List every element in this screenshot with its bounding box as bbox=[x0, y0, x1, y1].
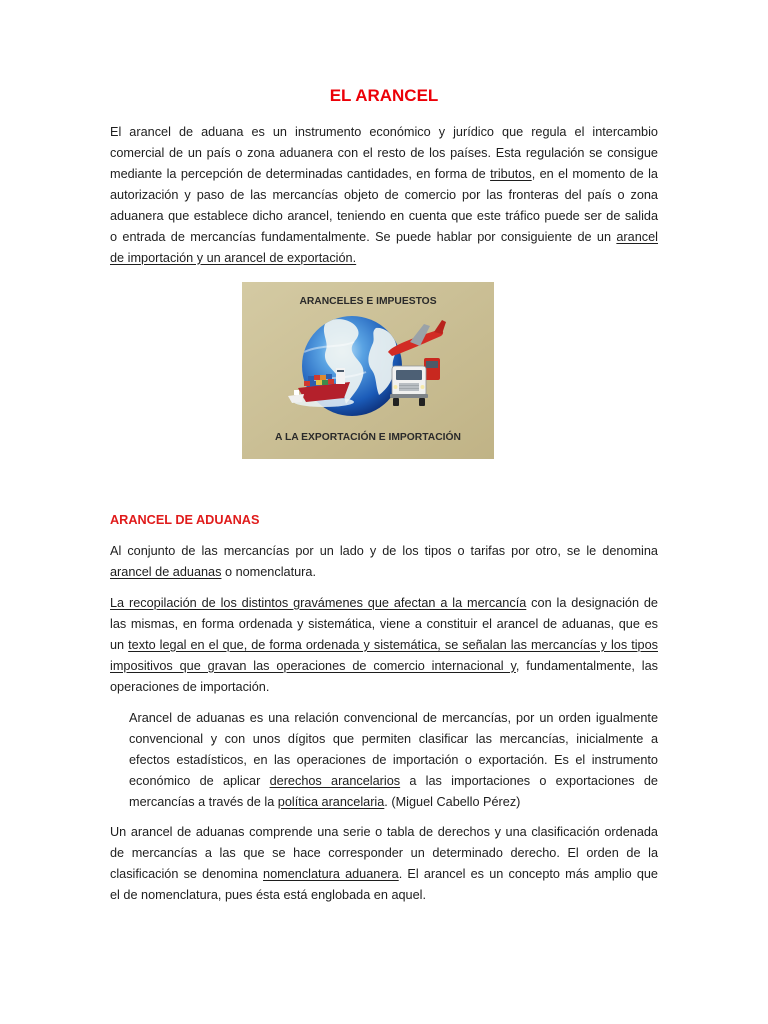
text-run: . (Miguel Cabello Pérez) bbox=[384, 794, 521, 809]
intro-paragraph bbox=[110, 122, 658, 269]
text-run: a las importaciones o exportaciones de bbox=[400, 773, 658, 788]
text-run: El arancel de aduana es un instrumento económico y jurídico que regula el intercambio bbox=[110, 124, 658, 139]
text-run: el de nomenclatura, pues ésta está englobada en aquel. bbox=[110, 887, 427, 902]
paragraph-line bbox=[110, 541, 658, 562]
hyperlink[interactable]: arancel bbox=[616, 229, 658, 244]
text-run: operaciones de importación. bbox=[110, 679, 270, 694]
text-run: autorización y paso de las mercancías objeto de comercio por las fronteras del país o zona bbox=[110, 187, 658, 202]
section-paragraph-compilation bbox=[110, 593, 658, 698]
text-run: . El arancel es un concepto más amplio que bbox=[398, 866, 658, 881]
paragraph-line bbox=[110, 164, 658, 185]
text-run: convencional y con unos dígitos que permiten clasificar las mercancías, inicialmente a bbox=[129, 731, 658, 746]
hyperlink[interactable]: impositivos que gravan las operaciones de comercio internacional y bbox=[110, 658, 516, 673]
document-title: EL ARANCEL bbox=[329, 86, 439, 105]
paragraph-line bbox=[129, 792, 658, 813]
hyperlink[interactable]: de importación y un arancel de exportación. bbox=[110, 250, 357, 265]
paragraph-line bbox=[110, 677, 658, 698]
illustration-caption-top: ARANCELES E IMPUESTOS bbox=[299, 296, 437, 307]
illustration-caption-bottom: A LA EXPORTACIÓN E IMPORTACIÓN bbox=[275, 432, 461, 443]
paragraph-line bbox=[110, 843, 658, 864]
hyperlink[interactable]: nomenclatura aduanera bbox=[263, 866, 399, 881]
text-run: , en el momento de la bbox=[531, 166, 658, 181]
text-run: mercancías a través de la bbox=[129, 794, 278, 809]
section-paragraph-nomenclature bbox=[110, 822, 658, 906]
paragraph-line bbox=[129, 771, 658, 792]
paragraph-line bbox=[110, 885, 658, 906]
paragraph-line bbox=[110, 635, 658, 656]
hyperlink[interactable]: derechos arancelarios bbox=[269, 773, 401, 788]
paragraph-line bbox=[129, 729, 658, 750]
paragraph-line bbox=[129, 750, 658, 771]
text-run: de mercancías a las que se hace corresponder un determinado derecho. El orden de la bbox=[110, 845, 658, 860]
text-run: comercial de un país o zona aduanera con el resto de los países. Esta regulación se consigue bbox=[110, 145, 658, 160]
paragraph-line bbox=[110, 562, 658, 583]
section-heading: ARANCEL DE ADUANAS bbox=[110, 512, 260, 527]
paragraph-line bbox=[110, 227, 658, 248]
section-quote-paragraph bbox=[129, 708, 658, 813]
paragraph-line bbox=[110, 185, 658, 206]
paragraph-line bbox=[110, 614, 658, 635]
paragraph-line bbox=[110, 206, 658, 227]
paragraph-line bbox=[129, 708, 658, 729]
text-run: Arancel de aduanas es una relación convencional de mercancías, por un orden igualmente bbox=[129, 710, 658, 725]
text-run: mediante la percepción de determinadas cantidades, en forma de bbox=[110, 166, 491, 181]
paragraph-line bbox=[110, 143, 658, 164]
text-run: un bbox=[110, 637, 129, 652]
text-run: Al conjunto de las mercancías por un lado y de los tipos o tarifas por otro, se le denomina bbox=[110, 543, 658, 558]
hyperlink[interactable]: arancel de aduanas bbox=[110, 564, 222, 579]
text-run: Un arancel de aduanas comprende una serie o tabla de derechos y una clasificación ordenada bbox=[110, 824, 658, 839]
paragraph-line bbox=[110, 248, 658, 269]
paragraph-line bbox=[110, 122, 658, 143]
section-paragraph-definition bbox=[110, 541, 658, 583]
text-run: o entrada de mercancías fundamentalmente. Se puede hablar por consiguiente de un bbox=[110, 229, 617, 244]
text-run: o nomenclatura. bbox=[221, 564, 316, 579]
hyperlink[interactable]: tributos bbox=[490, 166, 532, 181]
hyperlink[interactable]: política arancelaria bbox=[277, 794, 385, 809]
paragraph-line bbox=[110, 593, 658, 614]
text-run: aduanera que establece dicho arancel, teniendo en cuenta que este tráfico puede ser de salida bbox=[110, 208, 658, 223]
paragraph-line bbox=[110, 864, 658, 885]
text-run: efectos estadísticos, en las operaciones de importación o exportación. Es el instrumento bbox=[129, 752, 658, 767]
paragraph-line bbox=[110, 656, 658, 677]
text-run: con la designación de bbox=[526, 595, 658, 610]
text-run: clasificación se denomina bbox=[110, 866, 264, 881]
tariffs-illustration bbox=[242, 282, 494, 459]
text-run: las mismas, en forma ordenada y sistemática, viene a constituir el arancel de aduanas, que es bbox=[110, 616, 658, 631]
tariffs-illustration-svg bbox=[242, 282, 494, 459]
paragraph-line bbox=[110, 822, 658, 843]
hyperlink[interactable]: texto legal en el que, de forma ordenada y sistemática, se señalan las mercancías y los tipos bbox=[128, 637, 658, 652]
hyperlink[interactable]: La recopilación de los distintos gravámenes que afectan a la mercancía bbox=[110, 595, 527, 610]
text-run: , fundamentalmente, las bbox=[515, 658, 658, 673]
text-run: económico de aplicar bbox=[129, 773, 270, 788]
